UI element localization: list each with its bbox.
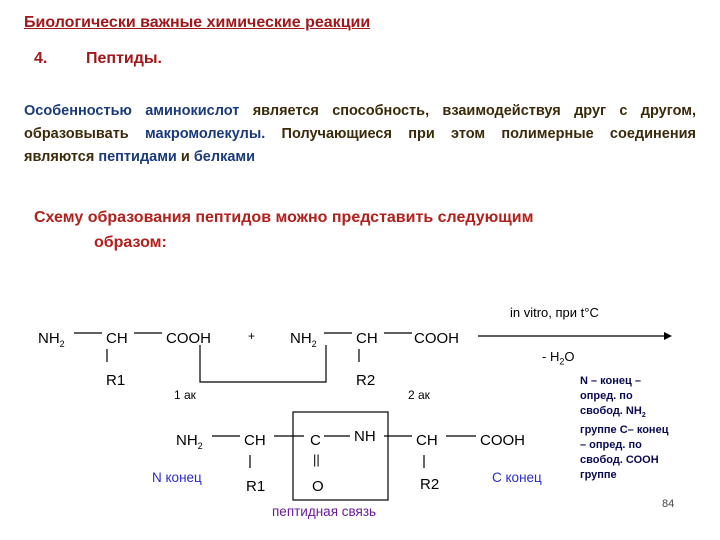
product-carbonyl-c: C (310, 432, 321, 449)
reactant1-nh2: $NH_2$ (38, 330, 65, 349)
product-oxygen: O (312, 478, 324, 495)
intro-text-2: Получающиеся при этом полимерные соединения являются (24, 126, 696, 165)
peptide-bond-label: пептидная связь (272, 504, 377, 519)
intro-text-1: является способность, взаимодействуя друг с другом, образовывать (24, 103, 696, 142)
reactant2-nh2: $NH_2$ (290, 330, 317, 349)
reactant2-cooh: COOH (414, 330, 459, 347)
condensation-bracket (200, 345, 326, 382)
terminus-note: N – конец – опред. по свобод. $NH_2$ группе С– конец – опред. по свобод. СООН группе (580, 375, 669, 482)
water-elimination: - $H_2O$ (542, 349, 575, 367)
product-nh: NH (354, 428, 376, 445)
scheme-text-line-1: Схему образования пептидов можно представить следующим (34, 209, 534, 226)
double-bond: || (313, 452, 320, 467)
peptide-bond-box (293, 412, 388, 500)
reactant1-r1: R1 (106, 372, 126, 389)
reactant1-ch: CH (106, 330, 128, 347)
plus-sign: + (248, 329, 256, 343)
amino-acid-1-label: 1 ак (174, 388, 196, 402)
section-number: 4. (34, 50, 48, 67)
page-number: 84 (662, 498, 675, 510)
product-ch-2: CH (416, 432, 438, 449)
amino-acid-2-label: 2 ак (408, 388, 430, 402)
intro-text-3: и (176, 149, 194, 165)
reaction-condition: in vitro, при t°C (510, 305, 599, 320)
product-ch-1: CH (244, 432, 266, 449)
scheme-text-line-2: образом: (94, 234, 167, 251)
c-terminus-label: С конец (492, 470, 542, 485)
reactant1-cooh: COOH (166, 330, 211, 347)
product-nh2: $NH_2$ (176, 432, 203, 451)
reactant2-r2: R2 (356, 372, 376, 389)
intro-term-amino-acids: Особенностью аминокислот (24, 103, 240, 119)
n-terminus-label: N конец (152, 470, 202, 485)
product-r2: R2 (420, 476, 440, 493)
product-cooh: COOH (480, 432, 525, 449)
product-r1: R1 (246, 478, 266, 495)
intro-term-macromolecules: макромолекулы. (145, 126, 266, 142)
intro-term-proteins: белками (193, 149, 256, 165)
page-title: Биологически важные химические реакции (24, 14, 371, 31)
reactant2-ch: CH (356, 330, 378, 347)
intro-term-peptides: пептидами (98, 149, 177, 165)
section-title: Пептиды. (86, 50, 162, 67)
